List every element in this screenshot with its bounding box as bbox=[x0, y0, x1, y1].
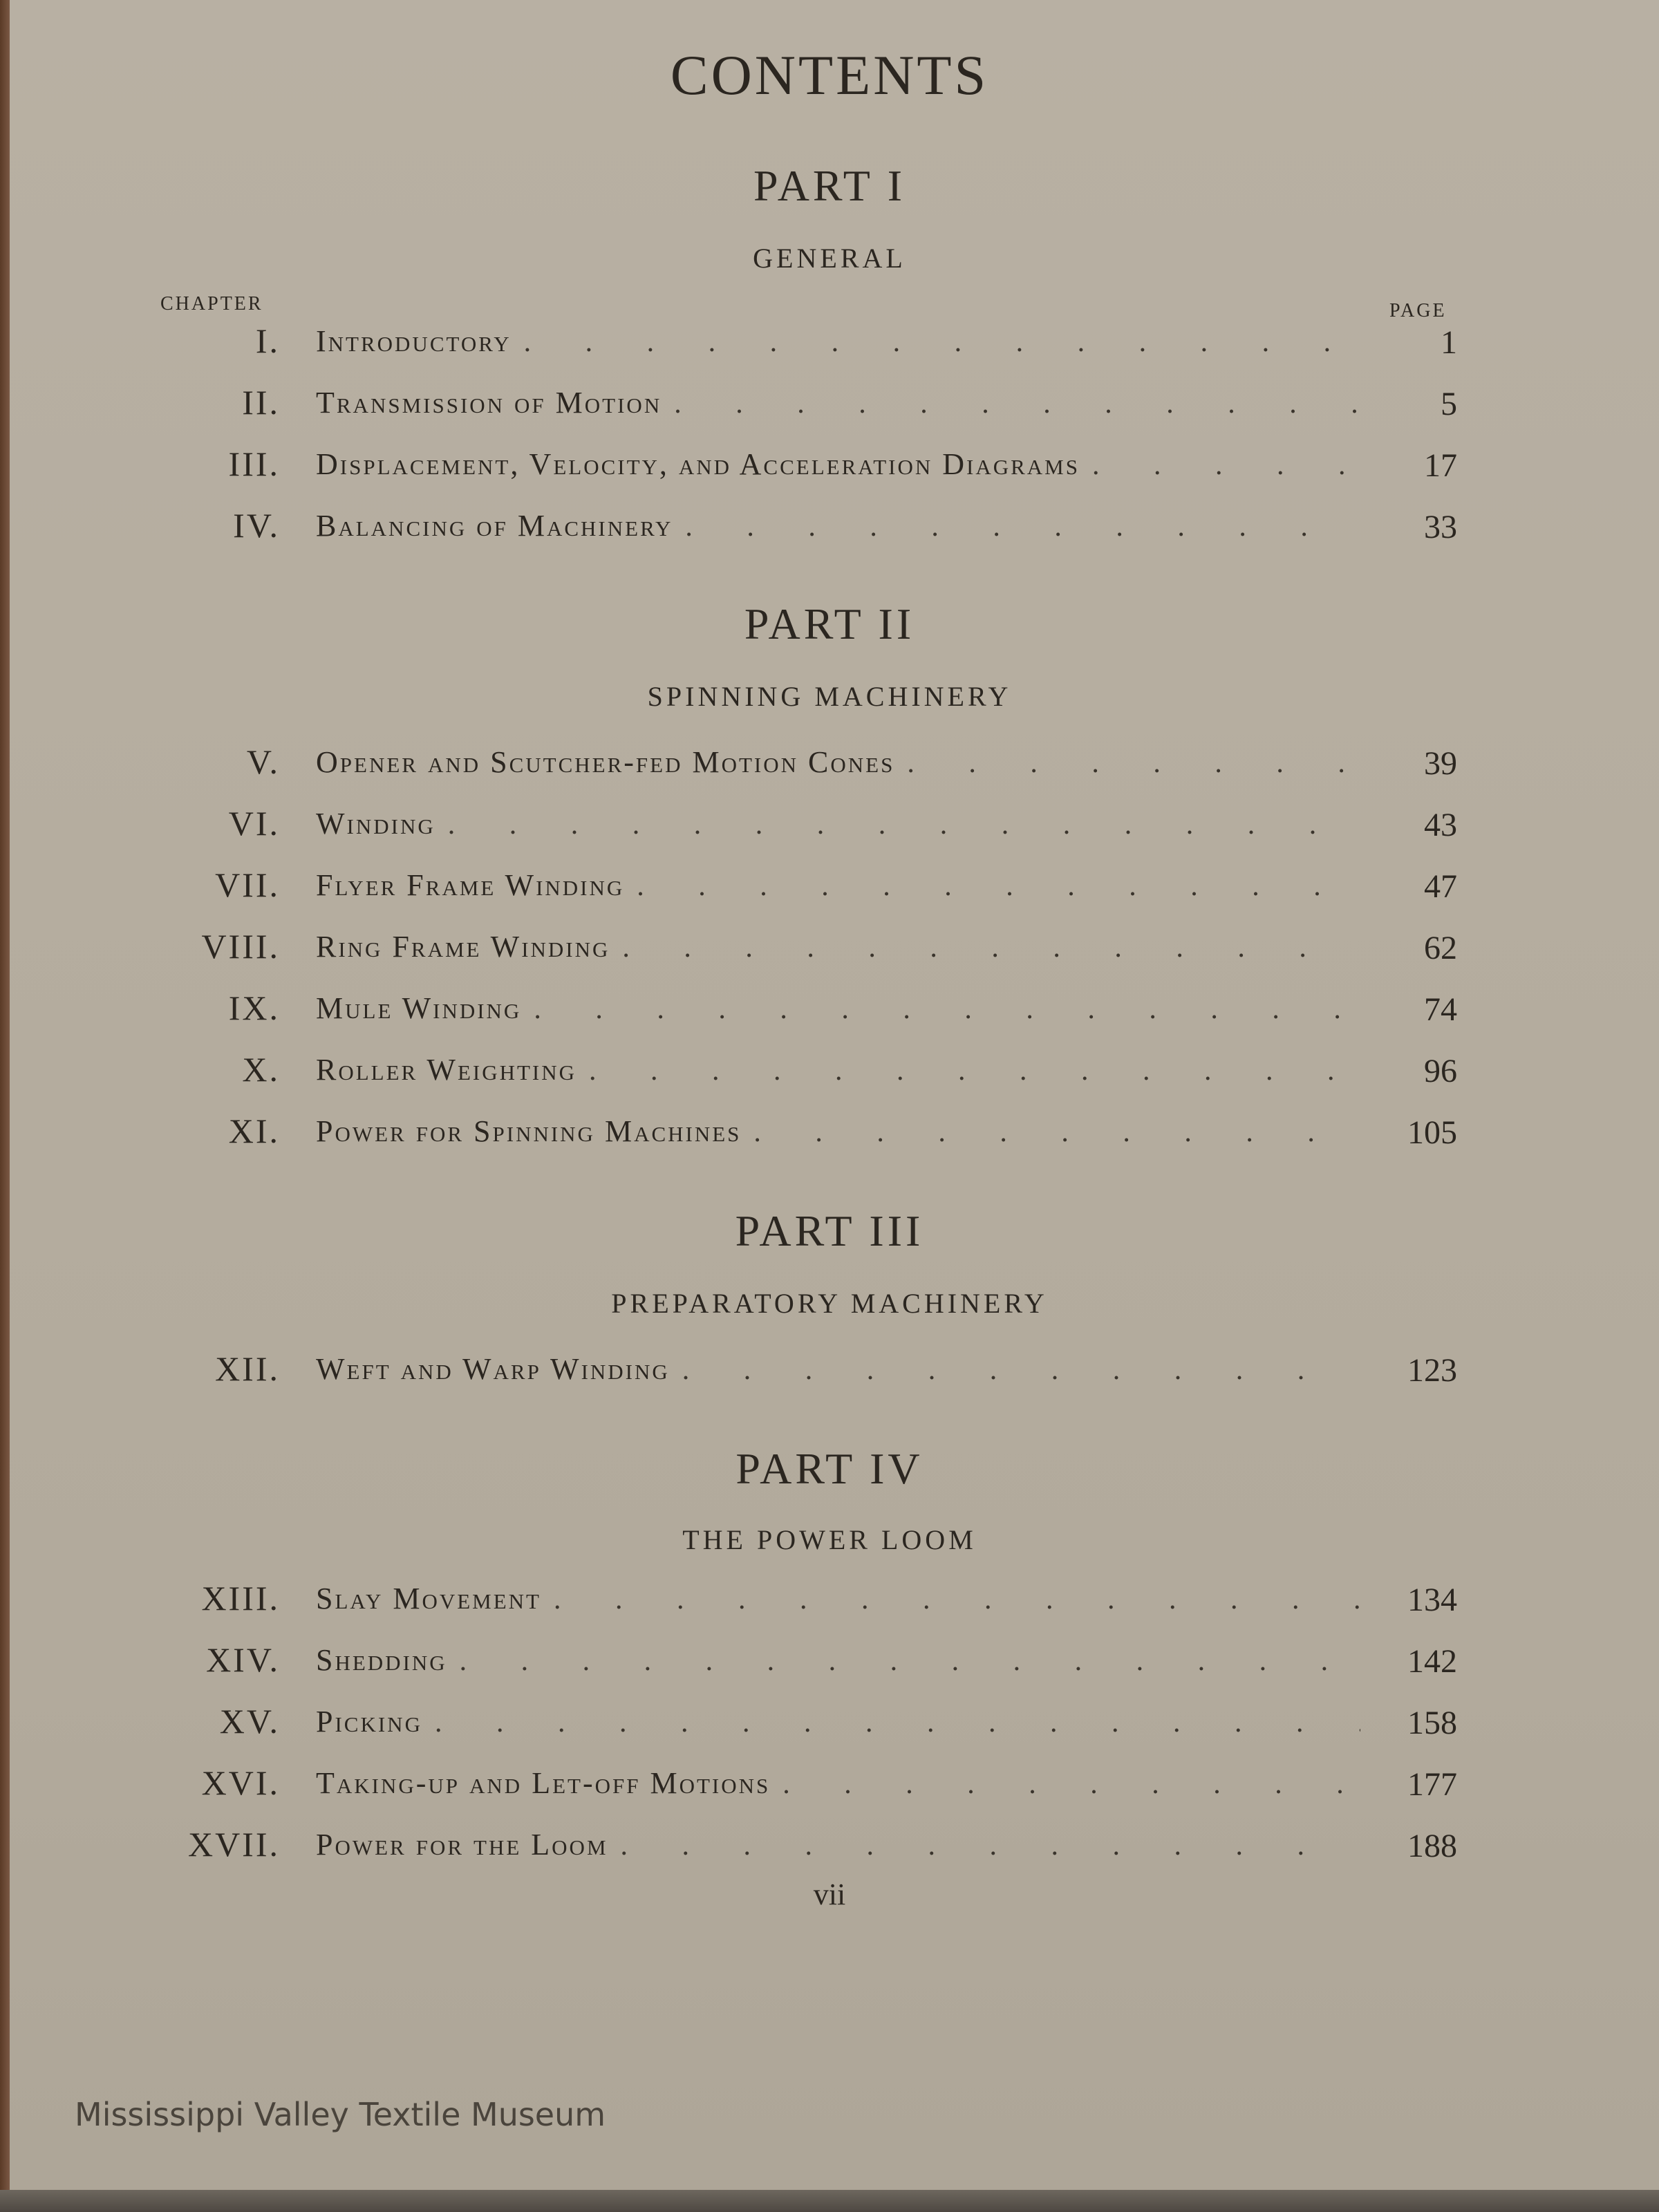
part-subtitle: PREPARATORY MACHINERY bbox=[611, 1288, 1048, 1319]
chapter-number: XVI. bbox=[201, 1763, 280, 1802]
dot-leader bbox=[753, 1116, 1360, 1149]
page-number: 74 bbox=[1424, 991, 1457, 1028]
page-number: 177 bbox=[1407, 1766, 1457, 1803]
museum-watermark: Mississippi Valley Textile Museum bbox=[75, 2096, 606, 2133]
toc-entry[interactable] bbox=[0, 1763, 1659, 1811]
toc-entry[interactable] bbox=[0, 1701, 1659, 1750]
chapter-title: Weft and Warp Winding bbox=[316, 1352, 670, 1386]
chapter-title: Picking bbox=[316, 1705, 422, 1738]
chapter-number: XVII. bbox=[187, 1825, 280, 1864]
page-number: 158 bbox=[1407, 1705, 1457, 1741]
page-number: 105 bbox=[1407, 1114, 1457, 1151]
part-subtitle: GENERAL bbox=[753, 243, 906, 274]
chapter-title: Transmission of Motion bbox=[316, 386, 662, 420]
toc-entry[interactable] bbox=[0, 926, 1659, 975]
chapter-title: Power for the Loom bbox=[316, 1828, 608, 1862]
toc-entry[interactable] bbox=[0, 1824, 1659, 1873]
chapter-number: XI. bbox=[228, 1112, 280, 1150]
chapter-title: Winding bbox=[316, 807, 435, 841]
page-number: 62 bbox=[1424, 930, 1457, 966]
part-heading: PART II bbox=[744, 599, 915, 648]
page-number: 142 bbox=[1407, 1643, 1457, 1680]
chapter-number: XIII. bbox=[201, 1579, 280, 1618]
toc-entry[interactable] bbox=[0, 321, 1659, 369]
chapter-title: Displacement, Velocity, and Acceleration Diagrams bbox=[316, 447, 1080, 481]
chapter-title: Power for Spinning Machines bbox=[316, 1114, 742, 1148]
toc-entry[interactable] bbox=[0, 1049, 1659, 1098]
page-number: 1 bbox=[1441, 324, 1457, 361]
toc-entry[interactable] bbox=[0, 1111, 1659, 1159]
chapter-title: Mule Winding bbox=[316, 991, 522, 1025]
page-bottom-edge bbox=[0, 2190, 1659, 2212]
dot-leader bbox=[435, 1706, 1360, 1739]
dot-leader bbox=[621, 1829, 1360, 1862]
chapter-title: Roller Weighting bbox=[316, 1053, 577, 1087]
toc-entry[interactable] bbox=[0, 505, 1659, 554]
page-column-header: PAGE bbox=[1389, 300, 1447, 321]
toc-entry[interactable] bbox=[0, 1578, 1659, 1627]
page-number: 47 bbox=[1424, 868, 1457, 905]
chapter-number: VII. bbox=[215, 865, 280, 904]
toc-entry[interactable] bbox=[0, 988, 1659, 1036]
chapter-number: XV. bbox=[219, 1702, 280, 1741]
chapter-number: XIV. bbox=[206, 1640, 280, 1679]
page-number: 134 bbox=[1407, 1582, 1457, 1618]
page-number: 188 bbox=[1407, 1828, 1457, 1864]
page-number: 96 bbox=[1424, 1053, 1457, 1089]
part-subtitle: SPINNING MACHINERY bbox=[647, 681, 1012, 712]
dot-leader bbox=[637, 870, 1360, 903]
dot-leader bbox=[674, 387, 1360, 420]
dot-leader bbox=[622, 931, 1360, 964]
page-number: 17 bbox=[1424, 447, 1457, 484]
toc-entry[interactable] bbox=[0, 382, 1659, 431]
dot-leader bbox=[682, 1353, 1360, 1387]
dot-leader bbox=[524, 326, 1360, 359]
part-subtitle: THE POWER LOOM bbox=[682, 1524, 977, 1555]
dot-leader bbox=[460, 1644, 1360, 1678]
page-folio: vii bbox=[813, 1877, 846, 1911]
page-number: 5 bbox=[1441, 386, 1457, 422]
toc-entry[interactable] bbox=[0, 865, 1659, 913]
chapter-number: XII. bbox=[215, 1349, 280, 1388]
chapter-number: VIII. bbox=[201, 927, 280, 966]
chapter-title: Flyer Frame Winding bbox=[316, 868, 625, 902]
chapter-title: Ring Frame Winding bbox=[316, 930, 610, 964]
part-heading: PART I bbox=[753, 161, 906, 210]
chapter-title: Taking-up and Let-off Motions bbox=[316, 1766, 771, 1800]
page-title: CONTENTS bbox=[670, 44, 989, 106]
chapter-number: I. bbox=[255, 321, 280, 360]
chapter-title: Introductory bbox=[316, 324, 512, 358]
chapter-number: IV. bbox=[233, 506, 280, 545]
dot-leader bbox=[685, 510, 1360, 543]
page-number: 123 bbox=[1407, 1352, 1457, 1389]
part-heading: PART III bbox=[735, 1206, 924, 1255]
chapter-title: Balancing of Machinery bbox=[316, 509, 673, 543]
dot-leader bbox=[1092, 449, 1360, 482]
chapter-number: IX. bbox=[228, 988, 280, 1027]
chapter-title: Shedding bbox=[316, 1643, 447, 1677]
toc-entry[interactable] bbox=[0, 742, 1659, 790]
dot-leader bbox=[554, 1583, 1360, 1616]
chapter-title: Opener and Scutcher-fed Motion Cones bbox=[316, 745, 895, 779]
part-heading: PART IV bbox=[735, 1444, 924, 1493]
dot-leader bbox=[534, 993, 1360, 1026]
chapter-column-header: CHAPTER bbox=[160, 293, 263, 315]
page-number: 39 bbox=[1424, 745, 1457, 782]
toc-entry[interactable] bbox=[0, 803, 1659, 852]
chapter-number: X. bbox=[242, 1050, 280, 1089]
dot-leader bbox=[448, 808, 1360, 841]
dot-leader bbox=[782, 1768, 1360, 1801]
page-number: 33 bbox=[1424, 509, 1457, 545]
toc-entry[interactable] bbox=[0, 444, 1659, 492]
toc-entry[interactable] bbox=[0, 1349, 1659, 1397]
chapter-number: V. bbox=[246, 742, 280, 781]
chapter-number: III. bbox=[228, 444, 280, 483]
toc-entry[interactable] bbox=[0, 1640, 1659, 1688]
page-number: 43 bbox=[1424, 807, 1457, 843]
chapter-number: II. bbox=[242, 383, 280, 422]
chapter-title: Slay Movement bbox=[316, 1582, 541, 1615]
chapter-number: VI. bbox=[228, 804, 280, 843]
dot-leader bbox=[589, 1054, 1360, 1087]
dot-leader bbox=[907, 747, 1360, 780]
